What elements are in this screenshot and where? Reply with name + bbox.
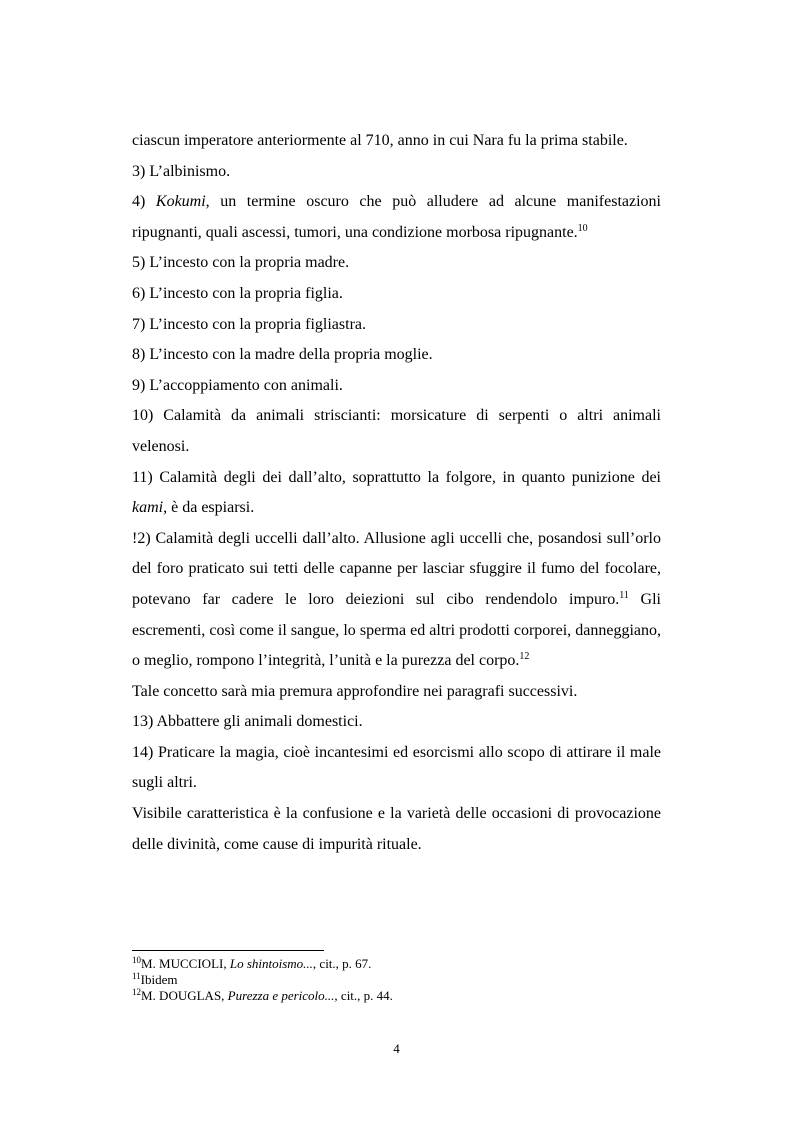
list-item-text-continued: Gli escrementi, così come il sangue, lo sperma ed altri prodotti corporei, danneggiano, o meglio, rompono l’integrità, l’unità e la purezza del corpo. xyxy=(132,590,662,670)
footnote-10 xyxy=(132,956,661,972)
body-text xyxy=(132,126,661,860)
list-item xyxy=(132,524,661,677)
list-item-text: , un termine oscuro che può alludere ad alcune manifestazioni ripugnanti, quali ascessi, tumori, una condizione morbosa ripugnante. xyxy=(132,193,661,241)
footnote-number: 11 xyxy=(132,971,141,981)
page-number: 4 xyxy=(393,1041,400,1056)
list-item xyxy=(132,463,661,524)
footnote-number: 10 xyxy=(132,955,141,965)
footnote-author: M. DOUGLAS, xyxy=(141,988,228,1003)
footnote-author: M. MUCCIOLI, xyxy=(141,956,230,971)
list-item xyxy=(132,248,661,279)
footnote-text: Ibidem xyxy=(140,972,178,987)
footnote-11 xyxy=(132,972,661,988)
list-item-text: 3) L’albinismo. xyxy=(132,162,231,180)
list-item-text: 7) L’incesto con la propria figliastra. xyxy=(132,315,366,333)
list-item xyxy=(132,157,661,188)
italic-term: kami, xyxy=(132,499,168,517)
italic-term: Kokumi xyxy=(155,193,206,211)
footnote-12 xyxy=(132,988,661,1004)
list-item-number: 4) xyxy=(132,193,156,211)
list-item-text: 10) Calamità da animali striscianti: morsicature di serpenti o altri animali velenosi. xyxy=(132,407,661,455)
list-item-text: !2) Calamità degli uccelli dall’alto. Allusione agli uccelli che, posandosi sull’orlo del foro praticato sui tetti delle capanne per lasciar sfuggire il fumo del focolare, potevano far cadere le loro deiezioni sul cibo rendendolo impuro. xyxy=(132,529,661,608)
list-item xyxy=(132,279,661,310)
footnote-citation: , cit., p. 67. xyxy=(312,956,372,971)
footnote-divider xyxy=(132,950,324,951)
paragraph-text: Visibile caratteristica è la confusione e la varietà delle occasioni di provocazione delle divinità, come cause di impurità rituale. xyxy=(132,805,661,853)
list-item xyxy=(132,340,661,371)
list-item xyxy=(132,707,661,738)
paragraph-text: ciascun imperatore anteriormente al 710, anno in cui Nara fu la prima stabile. xyxy=(132,132,628,149)
paragraph xyxy=(132,126,661,157)
list-item-text: 13) Abbattere gli animali domestici. xyxy=(132,713,363,731)
footnote-ref-12[interactable]: 12 xyxy=(519,651,530,663)
footnote-title: Lo shintoismo... xyxy=(229,956,313,971)
footnotes xyxy=(132,956,661,1004)
paragraph xyxy=(132,677,661,708)
list-item-text: 5) L’incesto con la propria madre. xyxy=(132,254,350,272)
paragraph-text: Tale concetto sarà mia premura approfondire nei paragrafi successivi. xyxy=(132,682,578,700)
list-item-text: 8) L’incesto con la madre della propria moglie. xyxy=(132,346,433,364)
list-item xyxy=(132,738,661,799)
list-item-text: 6) L’incesto con la propria figlia. xyxy=(132,284,343,302)
list-item-text: 11) Calamità degli dei dall’alto, soprattutto la folgore, in quanto punizione dei xyxy=(132,468,661,486)
paragraph xyxy=(132,799,661,860)
footnote-title: Purezza e pericolo... xyxy=(227,988,335,1003)
list-item xyxy=(132,187,661,248)
list-item-text: 14) Praticare la magia, cioè incantesimi ed esorcismi allo scopo di attirare il male sugli altri. xyxy=(132,743,661,792)
footnote-number: 12 xyxy=(132,987,141,997)
footnote-ref-11[interactable]: 11 xyxy=(619,589,629,601)
list-item xyxy=(132,371,661,402)
list-item-text: 9) L’accoppiamento con animali. xyxy=(132,376,343,394)
footnote-ref-10[interactable]: 10 xyxy=(577,222,588,234)
list-item xyxy=(132,401,661,462)
list-item-text-end: è da espiarsi. xyxy=(167,499,255,517)
footnote-citation: , cit., p. 44. xyxy=(334,988,393,1003)
list-item xyxy=(132,310,661,341)
